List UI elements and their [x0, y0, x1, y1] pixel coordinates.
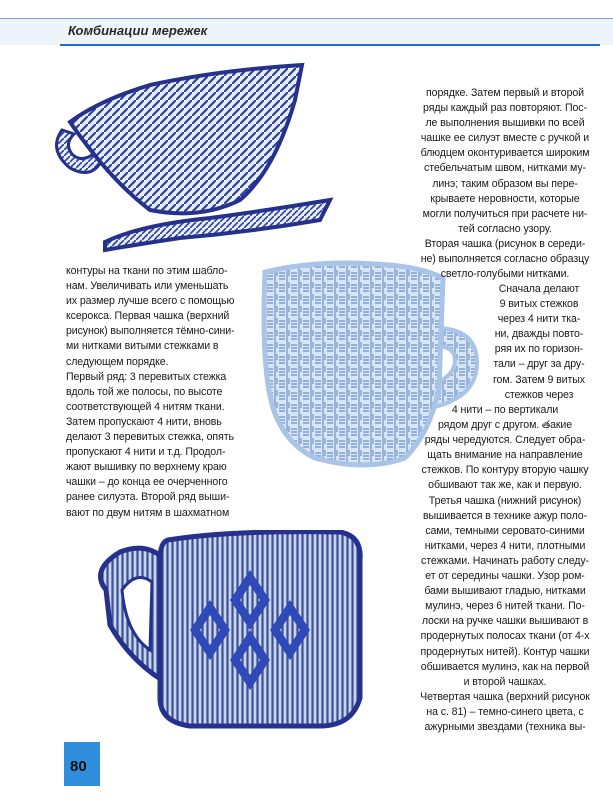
- text-line: мулинэ, через 6 нитей ткани. По-: [425, 600, 585, 613]
- text-line: линэ; таким образом вы пере-: [432, 177, 578, 190]
- text-line: сами, темными серовато-синими: [425, 524, 585, 537]
- text-line: порядке. Затем первый и второй: [426, 87, 584, 99]
- page-number: 80: [70, 758, 87, 775]
- text-line: могли получиться при расчете ни-: [422, 207, 588, 220]
- text-line: Третья чашка (нижний рисунок): [428, 494, 582, 507]
- text-line: ажурными звездами (техника вы-: [424, 720, 586, 733]
- text-line: крываете неровности, которые: [430, 192, 580, 205]
- text-line: тали – друг за дру-: [493, 358, 585, 371]
- text-line: следующем порядке.: [66, 355, 169, 368]
- text-line: стежков через: [504, 388, 574, 401]
- text-line: щать внимание на направление: [427, 449, 583, 462]
- text-line: жают вышивку по верхнему краю: [66, 461, 227, 474]
- text-line: обшивается мулинэ, как на первой: [420, 660, 590, 673]
- text-line: тей согласно узору.: [458, 222, 552, 235]
- text-line: стебельчатым швом, нитками му-: [424, 162, 586, 175]
- text-line: ксерокса. Первая чашка (верхний: [66, 310, 230, 323]
- text-line: гом. Затем 9 витых: [493, 373, 585, 386]
- text-line: ми нитками витыми стежками в: [66, 340, 219, 353]
- text-line: Четвертая чашка (верхний рисунок: [420, 690, 590, 703]
- text-line: ряды чередуются. Следует обра-: [424, 434, 586, 447]
- text-line: ранее силуэта. Второй ряд выши-: [66, 491, 230, 504]
- text-line: обшивают так же, как и первую.: [428, 479, 582, 492]
- text-line: ряя их по горизон-: [494, 343, 584, 356]
- text-line: и второй чашках.: [463, 675, 547, 688]
- text-line: рисунок) выполняется тёмно-сини-: [66, 325, 235, 338]
- text-line: лоски на ручке чашки вышивают в: [421, 615, 589, 628]
- text-line: продернутых нитей). Контур чашки: [420, 645, 590, 658]
- text-line: через 4 нити тка-: [497, 313, 581, 326]
- text-line: вают по двум нитям в шахматном: [66, 506, 230, 519]
- header-rule: [60, 44, 600, 46]
- text-line: Вторая чашка (рисунок в середи-: [424, 237, 586, 250]
- text-line: делают 3 перевитых стежка, опять: [66, 431, 234, 444]
- text-line: ряды каждый раз повторяют. Пос-: [423, 102, 587, 115]
- text-line: Первый ряд: 3 перевитых стежка: [66, 370, 227, 383]
- text-line: нам. Увеличивать или уменьшать: [66, 280, 229, 293]
- text-line: чашке ее силуэт вместе с ручкой и: [420, 132, 590, 145]
- teacup-dark-blue-illustration: [40, 60, 340, 260]
- text-line: 4 нити – по вертикали: [451, 404, 559, 416]
- text-line: ле выполнения вышивки по всей: [425, 117, 585, 130]
- text-line: нитками, через 4 нити, плотными: [424, 539, 586, 552]
- text-line: Затем пропускают 4 нити, вновь: [66, 415, 222, 428]
- text-line: ет от середины чашки. Узор ром-: [425, 570, 585, 583]
- text-line: стежков. По контуру вторую чашку: [421, 464, 589, 477]
- right-text-column-bottom: [412, 403, 598, 735]
- header-title: Комбинации мережек: [68, 23, 208, 38]
- text-line: их размер лучше всего с помощью: [66, 295, 235, 308]
- text-line: соответствующей 4 нитям ткани.: [66, 400, 225, 413]
- text-line: стежками. Начинать работу следу-: [421, 554, 589, 567]
- text-line: контуры на ткани по этим шабло-: [66, 265, 228, 277]
- mug-striped-diamonds-illustration: [90, 530, 380, 735]
- text-line: ни, дважды повто-: [494, 328, 584, 341]
- text-line: блюдцем оконтуривается широким: [420, 147, 590, 160]
- left-text-column: [66, 264, 235, 521]
- right-text-column-wrap: [478, 282, 600, 403]
- text-line: бами вышивают гладью, нитками: [424, 585, 586, 598]
- text-line: светло-голубыми нитками.: [440, 268, 570, 281]
- text-line: вдоль той же полосы, по высоте: [66, 385, 223, 398]
- text-line: вышивается в технике ажур поло-: [422, 509, 588, 522]
- text-line: не) выполняется согласно образцу: [420, 253, 590, 266]
- right-text-column-top: [412, 86, 598, 282]
- text-line: чашки – до конца ее очерченного: [66, 476, 228, 489]
- text-line: рядом друг с другом. తакие: [437, 419, 573, 432]
- text-line: продернутых полосах ткани (от 4-х: [420, 630, 590, 643]
- text-line: 9 витых стежков: [499, 298, 579, 311]
- text-line: на с. 81) – темно-синего цвета, с: [426, 705, 584, 718]
- text-line: пропускают 4 нити и т.д. Продол-: [66, 446, 226, 459]
- text-line: Сначала делают: [498, 283, 580, 295]
